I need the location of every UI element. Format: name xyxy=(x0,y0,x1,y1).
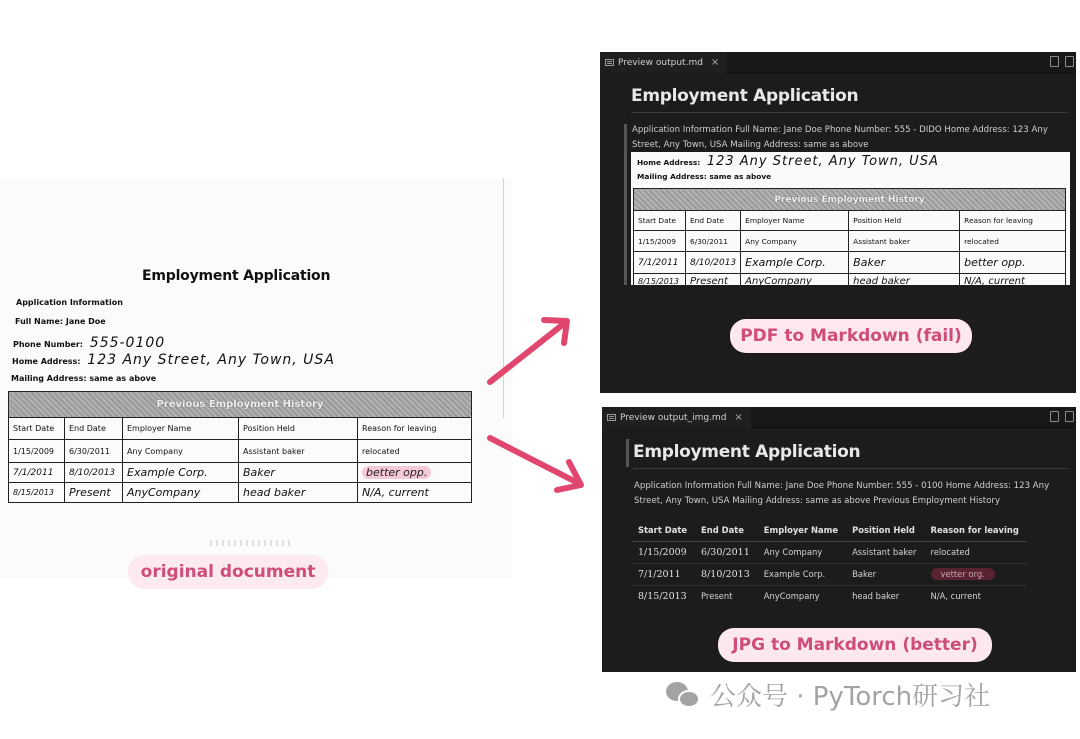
table-cell: Baker xyxy=(239,463,358,483)
table-cell: head baker xyxy=(849,274,960,286)
caption-original-document: original document xyxy=(128,555,328,589)
tab-label: Preview output_img.md xyxy=(620,412,727,423)
table-banner: Previous Employment History xyxy=(634,189,1066,211)
mailing-address-line: Mailing Address: same as above xyxy=(11,374,157,383)
highlighted-reason: better opp. xyxy=(362,466,431,479)
table-cell: relocated xyxy=(925,541,1027,563)
split-editor-icon[interactable] xyxy=(1065,411,1074,422)
table-row xyxy=(632,563,1027,585)
table-cell: Example Corp. xyxy=(123,463,239,483)
table-cell: 1/15/2009 xyxy=(634,231,686,252)
table-cell: 7/1/2011 xyxy=(634,252,686,274)
arrow-down-right-icon xyxy=(484,432,588,496)
caption-jpg-better: JPG to Markdown (better) xyxy=(718,628,992,662)
phone-line xyxy=(13,335,165,351)
home-address-line xyxy=(12,352,335,368)
table-cell xyxy=(925,563,1027,585)
original-document-scan xyxy=(0,178,512,578)
table-cell: Assistant baker xyxy=(849,231,960,252)
markdown-paragraph: Application Information Full Name: Jane Doe Phone Number: 555 - 0100 Home Address: 123 Any Street, Any Town, USA Mailing Address: same as above Previous Employment History xyxy=(634,481,1050,506)
pdf-markdown-preview-panel xyxy=(600,52,1076,393)
table-cell: Present xyxy=(701,591,733,602)
watermark-text: 公众号 · PyTorch研习社 xyxy=(710,682,991,712)
header-cell: Position Held xyxy=(849,211,960,231)
editor-actions xyxy=(1050,56,1074,67)
table-cell: AnyCompany xyxy=(763,591,820,602)
tab-label: Preview output.md xyxy=(618,57,703,68)
phone-label: Phone Number: xyxy=(13,340,83,349)
table-cell: 8/15/2013 xyxy=(9,483,65,503)
table-row xyxy=(9,463,472,483)
header-cell: Employer Name xyxy=(741,211,849,231)
header-cell: Start Date xyxy=(632,520,695,541)
table-header-row xyxy=(9,418,472,440)
table-cell: N/A, current xyxy=(358,483,472,503)
editor-tab-bar xyxy=(600,52,1076,73)
phone-value: 555-0100 xyxy=(89,335,166,351)
heading-rule xyxy=(631,112,1068,113)
table-row xyxy=(634,274,1066,286)
markdown-heading: Employment Application xyxy=(633,442,861,462)
arrow-up-right-icon xyxy=(484,312,576,388)
table-cell: better opp. xyxy=(960,252,1066,274)
table-cell: 8/15/2013 xyxy=(638,590,687,602)
table-cell: 1/15/2009 xyxy=(632,541,695,563)
header-cell: Reason for leaving xyxy=(925,520,1027,541)
header-cell: End Date xyxy=(695,520,758,541)
table-row xyxy=(9,483,472,503)
header-cell: Position Held xyxy=(846,520,924,541)
jpg-markdown-preview-panel xyxy=(602,407,1076,672)
home-address-line xyxy=(637,154,939,169)
table-cell: 6/30/2011 xyxy=(65,440,123,463)
table-cell: relocated xyxy=(960,231,1066,252)
table-header-row xyxy=(634,211,1066,231)
caption-pdf-fail: PDF to Markdown (fail) xyxy=(730,319,972,353)
editor-actions xyxy=(1050,411,1074,422)
table-cell: Baker xyxy=(846,563,924,585)
heading-rule xyxy=(633,468,1068,469)
preview-icon xyxy=(607,414,616,421)
employment-history-table xyxy=(8,391,472,503)
header-cell: Employer Name xyxy=(123,418,239,440)
open-source-icon[interactable] xyxy=(1050,56,1059,67)
table-row xyxy=(632,541,1027,563)
table-cell xyxy=(358,463,472,483)
table-row xyxy=(9,440,472,463)
markdown-heading: Employment Application xyxy=(631,86,859,106)
full-name-line: Full Name: Jane Doe xyxy=(15,317,106,326)
table-cell: N/A, current xyxy=(930,591,981,602)
close-icon[interactable]: × xyxy=(734,412,743,423)
embedded-history-table xyxy=(633,188,1066,285)
table-header-row xyxy=(632,520,1027,541)
mailing-address-line: Mailing Address: same as above xyxy=(637,172,772,181)
table-cell: Example Corp. xyxy=(741,252,849,274)
document-title: Employment Application xyxy=(142,268,331,284)
home-address-label: Home Address: xyxy=(12,357,81,366)
table-cell: 7/1/2011 xyxy=(9,463,65,483)
table-cell: Present xyxy=(65,483,123,503)
home-address-value: 123 Any Street, Any Town, USA xyxy=(87,352,335,368)
header-cell: Start Date xyxy=(634,211,686,231)
tab-preview-output-md[interactable] xyxy=(600,52,727,73)
table-cell: Any Company xyxy=(123,440,239,463)
header-cell: Reason for leaving xyxy=(358,418,472,440)
wechat-icon xyxy=(666,680,702,710)
header-cell: Employer Name xyxy=(758,520,846,541)
table-cell: AnyCompany xyxy=(741,274,849,286)
table-cell: Assistant baker xyxy=(239,440,358,463)
table-cell: 8/10/2013 xyxy=(686,252,741,274)
markdown-paragraph: Application Information Full Name: Jane Doe Phone Number: 555 - DIDO Home Address: 123 Any Street, Any Town, USA Mailing Address: same as above xyxy=(632,125,1048,150)
table-cell: Assistant baker xyxy=(846,541,924,563)
home-address-value: 123 Any Street, Any Town, USA xyxy=(706,154,939,169)
split-editor-icon[interactable] xyxy=(1065,56,1074,67)
tab-preview-output-img-md[interactable] xyxy=(602,407,751,428)
table-cell: 8/10/2013 xyxy=(65,463,123,483)
table-cell: Example Corp. xyxy=(758,563,846,585)
scan-noise xyxy=(210,540,290,546)
markdown-history-table xyxy=(632,520,1027,607)
table-cell: 7/1/2011 xyxy=(632,563,695,585)
blockquote-bar xyxy=(624,124,627,285)
close-icon[interactable]: × xyxy=(710,57,720,68)
highlighted-reason: vetter org. xyxy=(931,568,995,580)
table-cell: Any Company xyxy=(741,231,849,252)
table-row xyxy=(634,231,1066,252)
blockquote-bar xyxy=(626,439,629,467)
table-cell: relocated xyxy=(358,440,472,463)
table-cell: head baker xyxy=(852,591,900,602)
table-cell: Baker xyxy=(849,252,960,274)
table-row xyxy=(634,252,1066,274)
table-cell: head baker xyxy=(239,483,358,503)
table-cell: 8/15/2013 xyxy=(634,274,686,286)
header-cell: Position Held xyxy=(239,418,358,440)
table-cell: 8/10/2013 xyxy=(695,563,758,585)
header-cell: End Date xyxy=(65,418,123,440)
header-cell: Reason for leaving xyxy=(960,211,1066,231)
open-source-icon[interactable] xyxy=(1050,411,1059,422)
table-banner: Previous Employment History xyxy=(9,392,472,418)
table-cell: 6/30/2011 xyxy=(686,231,741,252)
table-cell: 1/15/2009 xyxy=(9,440,65,463)
table-cell: 6/30/2011 xyxy=(695,541,758,563)
header-cell: Start Date xyxy=(9,418,65,440)
table-cell: AnyCompany xyxy=(123,483,239,503)
embedded-scan-image xyxy=(631,152,1070,285)
watermark xyxy=(666,676,990,713)
table-row xyxy=(632,585,1027,607)
preview-icon xyxy=(605,59,614,66)
section-label: Application Information xyxy=(16,298,123,307)
table-cell: N/A, current xyxy=(960,274,1066,286)
header-cell: End Date xyxy=(686,211,741,231)
home-address-label: Home Address: xyxy=(637,158,701,167)
table-cell: Present xyxy=(686,274,741,286)
table-cell: Any Company xyxy=(758,541,846,563)
editor-tab-bar xyxy=(602,407,1076,428)
